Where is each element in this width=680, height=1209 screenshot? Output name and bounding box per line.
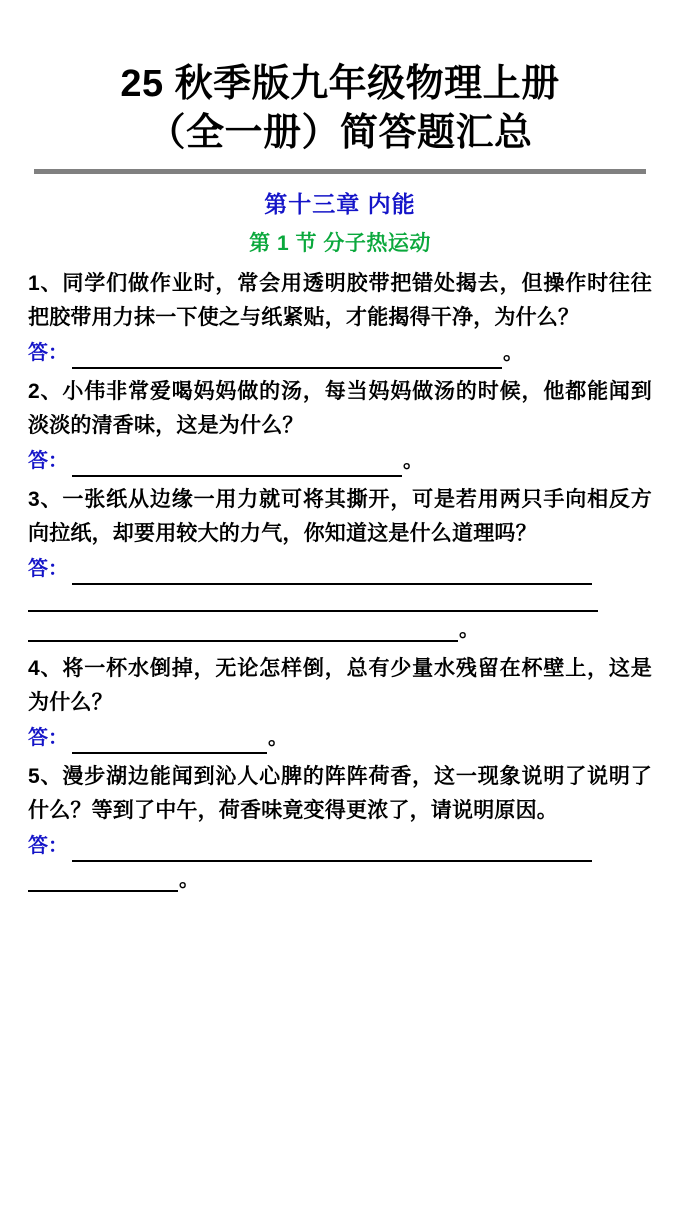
answer-blank-line[interactable] (72, 564, 592, 585)
page-title-line-2: （全一册）简答题汇总 (147, 112, 533, 155)
question-text: 4、将一杯水倒掉，无论怎样倒，总有少量水残留在杯壁上，这是为什么？ (28, 656, 652, 714)
answer-period: 。 (459, 618, 479, 641)
page-title (28, 60, 652, 159)
answer-period: 。 (179, 868, 199, 891)
answer-blank-line[interactable] (28, 591, 598, 612)
chapter-heading: 第十三章 内能 (264, 190, 416, 217)
answer-blank-line[interactable] (72, 456, 402, 477)
answer-area-continued (28, 868, 652, 892)
question-text: 2、小伟非常爱喝妈妈做的汤，每当妈妈做汤的时候，他都能闻到淡淡的清香味，这是为什么？ (28, 379, 652, 437)
page-title-line-1: 25 秋季版九年级物理上册 (120, 63, 560, 105)
answer-label: 答： (28, 557, 68, 580)
answer-label: 答： (28, 834, 68, 857)
answer-period: 。 (403, 449, 423, 472)
answer-area (28, 830, 652, 862)
answer-blank-line[interactable] (28, 871, 178, 892)
answer-area (28, 445, 652, 477)
answer-blank-line[interactable] (72, 348, 502, 369)
answer-blank-line[interactable] (28, 621, 458, 642)
answer-period: 。 (268, 726, 288, 749)
question-text: 5、漫步湖边能闻到沁人心脾的阵阵荷香，这一现象说明了说明了什么？等到了中午，荷香味竟变得更浓了，请说明原因。 (28, 764, 652, 822)
section-heading: 第 1 节 分子热运动 (249, 231, 431, 255)
answer-blank-line[interactable] (72, 841, 592, 862)
answer-area (28, 722, 652, 754)
question-text: 1、同学们做作业时，常会用透明胶带把错处揭去，但操作时往往把胶带用力抹一下使之与纸紧贴，才能揭得干净，为什么？ (28, 271, 652, 329)
answer-label: 答： (28, 341, 68, 364)
answer-area-continued (28, 618, 652, 642)
answer-label: 答： (28, 726, 68, 749)
answer-blank-line[interactable] (72, 733, 267, 754)
answer-period: 。 (503, 341, 523, 364)
answer-area (28, 337, 652, 369)
answer-area-continued (28, 591, 652, 612)
answer-area (28, 553, 652, 585)
answer-label: 答： (28, 449, 68, 472)
question-text: 3、一张纸从边缘一用力就可将其撕开，可是若用两只手向相反方向拉纸，却要用较大的力气，你知道这是什么道理吗？ (28, 487, 652, 545)
title-divider (34, 169, 646, 174)
